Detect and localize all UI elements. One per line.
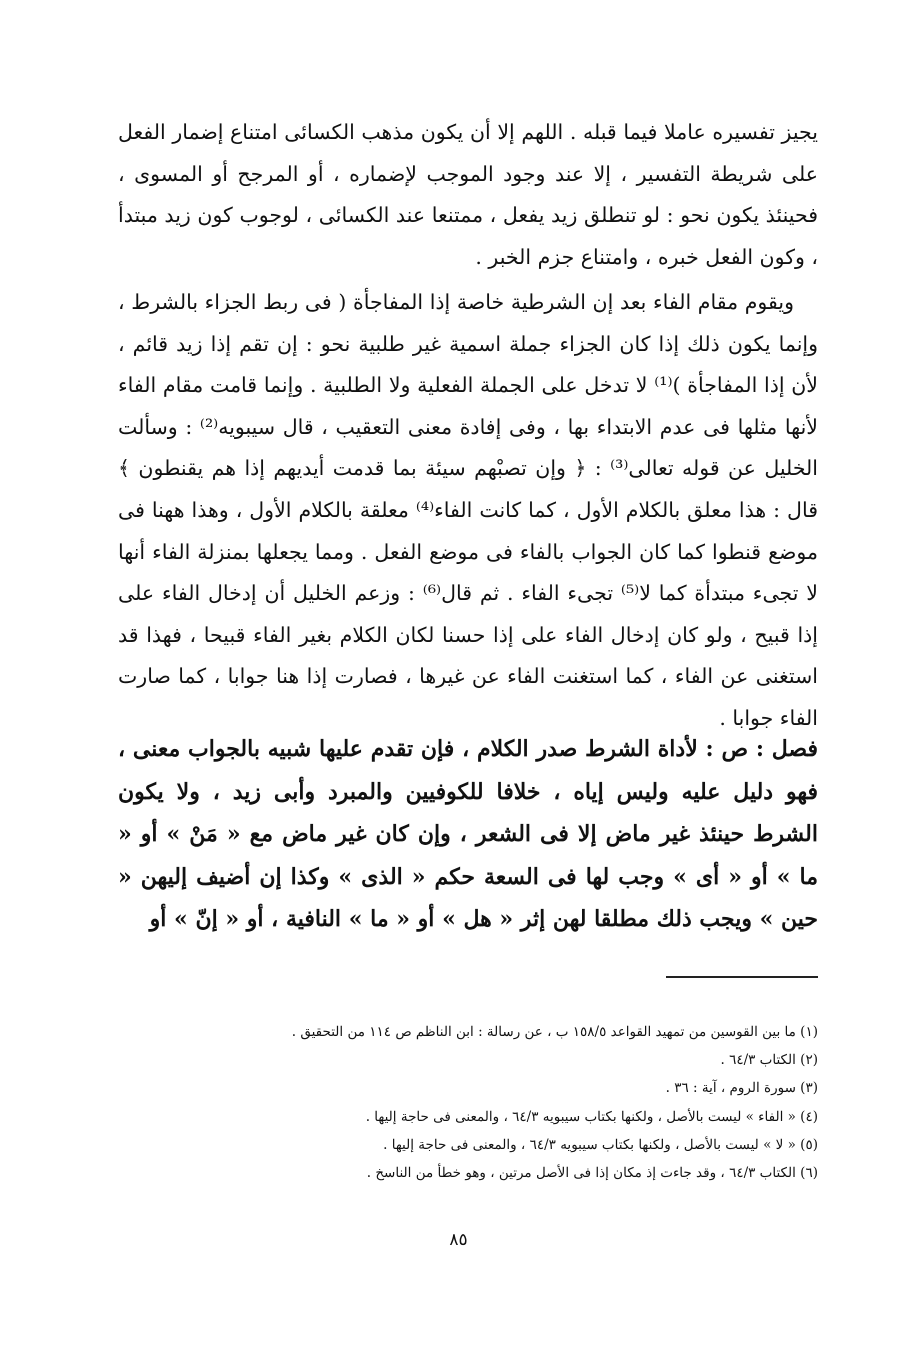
footnote-2: (٢) الكتاب ٦٤/٣ . — [720, 1052, 818, 1069]
section-heading-fasl: فصل : ص : لأداة الشرط صدر الكلام ، فإن تقدم عليها شبيه بالجواب معنى ، فهو دليل عليه وليس إياه ، خلافا للكوفيين والمبرد وأبى زيد ، ولا يكون الشرط حينئذ غير ماض إلا فى الشعر ، وإن كان غير ماض مع « مَنْ » أو « ما » أو « أى » وجب لها فى السعة حكم « الذى » وكذا إن أضيف إليهن « حين » ويجب ذلك مطلقا لهن إثر « هل » أو « ما » النافية ، أو « إنّ » أو — [118, 736, 818, 933]
footnote-3: (٣) سورة الروم ، آية : ٣٦ . — [665, 1080, 818, 1097]
footnote-4: (٤) « الفاء » ليست بالأصل ، ولكنها بكتاب سيبويه ٦٤/٣ ، والمعنى فى حاجة إليها . — [365, 1108, 818, 1125]
footnote-5: (٥) « لا » ليست بالأصل ، ولكنها بكتاب سيبويه ٦٤/٣ ، والمعنى فى حاجة إليها . — [383, 1136, 818, 1153]
footnote-1: (١) ما بين القوسين من تمهيد القواعد ١٥٨/٥ ب ، عن رسالة : ابن الناظم ص ١١٤ من التحقيق . — [291, 1024, 818, 1040]
page-number: ٨٥ — [449, 1230, 468, 1250]
footnotes — [118, 1018, 818, 1187]
footnote-divider — [666, 976, 818, 978]
paragraph-2: ويقوم مقام الفاء بعد إن الشرطية خاصة إذا المفاجأة ( فى ربط الجزاء بالشرط ، وإنما يكون ذلك إذا كان الجزاء جملة اسمية غير طلبية نحو : إن تقم إذا زيد قائم ، لأن إذا المفاجأة )⁽¹⁾ لا تدخل على الجملة الفعلية ولا الطلبية . وإنما قامت مقام الفاء لأنها مثلها فى عدم الابتداء بها ، وفى إفادة معنى التعقيب ، قال سيبويه⁽²⁾ : وسألت الخليل عن قوله تعالى⁽³⁾ : ﴿ وإن تصبْهم سيئة بما قدمت أيديهم إذا هم يقنطون ﴾ قال : هذا معلق بالكلام الأول ، كما كانت الفاء⁽⁴⁾ معلقة بالكلام الأول ، وهذا ههنا فى موضع قنطوا كما كان الجواب بالفاء فى موضع الفعل . ومما يجعلها بمنزلة الفاء أنها لا تجىء مبتدأة كما لا⁽⁵⁾ تجىء الفاء . ثم قال⁽⁶⁾ : وزعم الخليل أن إدخال الفاء على إذا قبيح ، ولو كان إدخال الفاء على إذا حسنا لكان الكلام بغير الفاء قبيحا ، فهذا قد استغنى عن الفاء ، كما استغنت الفاء عن غيرها ، فصارت إذا هنا جوابا ، كما صارت الفاء جوابا . — [118, 290, 818, 730]
paragraph-1: يجيز تفسيره عاملا فيما قبله . اللهم إلا أن يكون مذهب الكسائى امتناع إضمار الفعل على شريطة التفسير ، إلا عند وجود الموجب لإضماره ، أو المرجح أو المسوى ، فحينئذ يكون نحو : لو تنطلق زيد يفعل ، ممتنعا عند الكسائى ، لوجوب كون زيد مبتدأ ، وكون الفعل خبره ، وامتناع جزم الخبر . — [118, 120, 818, 269]
footnote-6: (٦) الكتاب ٦٤/٣ ، وقد جاءت إذ مكان إذا فى الأصل مرتين ، وهو خطأ من الناسخ . — [366, 1165, 818, 1182]
